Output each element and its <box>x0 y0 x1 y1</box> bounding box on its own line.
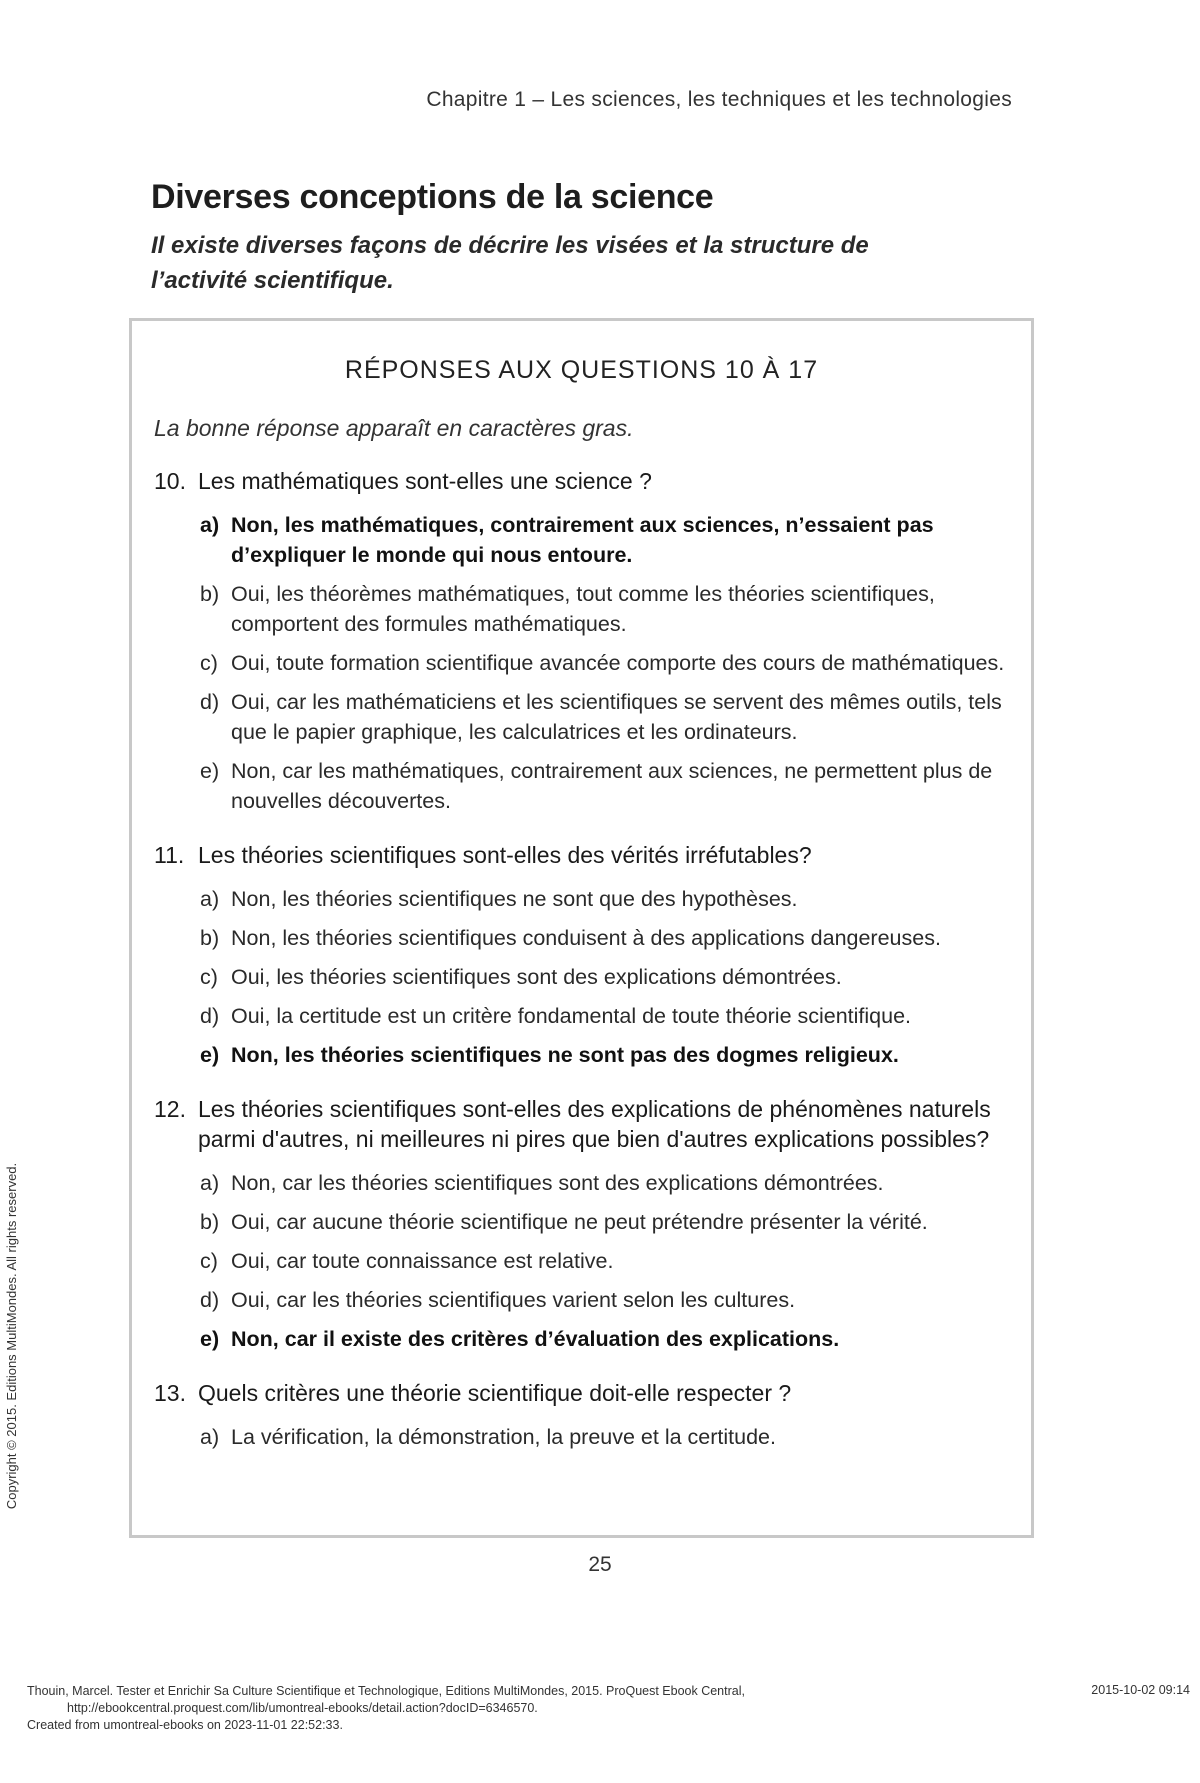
option-text: Oui, les théories scientifiques sont des explications démontrées. <box>231 965 842 989</box>
option-text: Oui, car toute connaissance est relative. <box>231 1249 614 1273</box>
option-letter: c) <box>200 651 218 675</box>
answers-box <box>129 318 1034 1538</box>
option-text: Non, car il existe des critères d’évaluation des explications. <box>231 1327 840 1351</box>
citation-footer <box>27 1683 745 1734</box>
option-correct <box>200 1040 1011 1070</box>
option-letter: c) <box>200 1249 218 1273</box>
option <box>200 1246 1011 1276</box>
option-letter: a) <box>200 513 220 537</box>
citation-url[interactable]: http://ebookcentral.proquest.com/lib/umontreal-ebooks/detail.action?docID=6346570. <box>67 1701 538 1715</box>
option-text: Oui, toute formation scientifique avancée comporte des cours de mathématiques. <box>231 651 1005 675</box>
question-text: Quels critères une théorie scientifique doit-elle respecter ? <box>198 1380 792 1406</box>
option-letter: b) <box>200 1210 220 1234</box>
side-copyright: Copyright © 2015. Editions MultiMondes. All rights reserved. <box>4 1162 19 1510</box>
option-text: Non, car les mathématiques, contrairement aux sciences, ne permettent plus de nouvelles découvertes. <box>231 759 993 813</box>
option-letter: d) <box>200 1288 220 1312</box>
option-letter: e) <box>200 1327 220 1351</box>
section-lead: Il existe diverses façons de décrire les visées et la structure de l’activité scientifique. <box>151 232 869 294</box>
option <box>200 1207 1011 1237</box>
option-letter: b) <box>200 582 220 606</box>
question-number: 12. <box>154 1096 186 1122</box>
option <box>200 1168 1011 1198</box>
option-text: Oui, les théorèmes mathématiques, tout comme les théories scientifiques, comportent des formules mathématiques. <box>231 582 935 636</box>
option <box>200 1422 1011 1452</box>
option-text: Non, car les théories scientifiques sont des explications démontrées. <box>231 1171 884 1195</box>
option-letter: c) <box>200 965 218 989</box>
option-letter: a) <box>200 1171 220 1195</box>
option-text: Non, les théories scientifiques conduisent à des applications dangereuses. <box>231 926 941 950</box>
option-text: La vérification, la démonstration, la preuve et la certitude. <box>231 1425 776 1449</box>
option <box>200 687 1011 747</box>
question-13 <box>154 1378 1011 1452</box>
option <box>200 923 1011 953</box>
created-line: Created from umontreal-ebooks on 2023-11-01 22:52:33. <box>27 1718 343 1732</box>
option-text: Oui, la certitude est un critère fondamental de toute théorie scientifique. <box>231 1004 912 1028</box>
option-correct <box>200 1324 1011 1354</box>
footer-date: 2015-10-02 09:14 <box>1091 1683 1190 1697</box>
option <box>200 962 1011 992</box>
option <box>200 1001 1011 1031</box>
option <box>200 756 1011 816</box>
question-number: 10. <box>154 468 186 494</box>
question-text: Les théories scientifiques sont-elles des explications de phénomènes naturels parmi d'autres, ni meilleures ni pires que bien d'autres explications possibles? <box>198 1096 991 1152</box>
option <box>200 1285 1011 1315</box>
question-10 <box>154 466 1011 816</box>
question-text: Les théories scientifiques sont-elles des vérités irréfutables? <box>198 842 812 868</box>
option <box>200 648 1011 678</box>
option-letter: e) <box>200 1043 220 1067</box>
section-title: Diverses conceptions de la science <box>151 178 714 216</box>
question-head <box>154 840 1011 870</box>
citation-line: Thouin, Marcel. Tester et Enrichir Sa Culture Scientifique et Technologique, Editions MultiMondes, 2015. ProQuest Ebook Central, <box>27 1684 745 1698</box>
box-title: RÉPONSES AUX QUESTIONS 10 À 17 <box>344 356 819 384</box>
question-number: 13. <box>154 1380 186 1406</box>
box-intro: La bonne réponse apparaît en caractères gras. <box>154 415 634 441</box>
option-text: Oui, car aucune théorie scientifique ne peut prétendre présenter la vérité. <box>231 1210 928 1234</box>
options-list <box>200 510 1011 816</box>
question-head <box>154 1378 1011 1408</box>
option-letter: d) <box>200 1004 220 1028</box>
question-11 <box>154 840 1011 1070</box>
option-text: Non, les théories scientifiques ne sont que des hypothèses. <box>231 887 798 911</box>
question-head <box>154 466 1011 496</box>
option-letter: a) <box>200 1425 220 1449</box>
question-12 <box>154 1094 1011 1354</box>
option-letter: d) <box>200 690 220 714</box>
page-number: 25 <box>588 1553 612 1576</box>
question-number: 11. <box>154 842 185 868</box>
question-text: Les mathématiques sont-elles une science ? <box>198 468 652 494</box>
options-list <box>200 884 1011 1070</box>
option-text: Non, les mathématiques, contrairement aux sciences, n’essaient pas d’expliquer le monde qui nous entoure. <box>231 513 934 567</box>
option <box>200 884 1011 914</box>
options-list <box>200 1168 1011 1354</box>
option-letter: a) <box>200 887 220 911</box>
option-correct <box>200 510 1011 570</box>
option-text: Oui, car les théories scientifiques varient selon les cultures. <box>231 1288 796 1312</box>
option <box>200 579 1011 639</box>
option-letter: e) <box>200 759 220 783</box>
options-list <box>200 1422 1011 1452</box>
option-letter: b) <box>200 926 220 950</box>
running-header: Chapitre 1 – Les sciences, les techniques et les technologies <box>426 88 1012 111</box>
option-text: Non, les théories scientifiques ne sont pas des dogmes religieux. <box>231 1043 899 1067</box>
option-text: Oui, car les mathématiciens et les scientifiques se servent des mêmes outils, tels que le papier graphique, les calculatrices et les ordinateurs. <box>231 690 1002 744</box>
question-head <box>154 1094 1011 1154</box>
